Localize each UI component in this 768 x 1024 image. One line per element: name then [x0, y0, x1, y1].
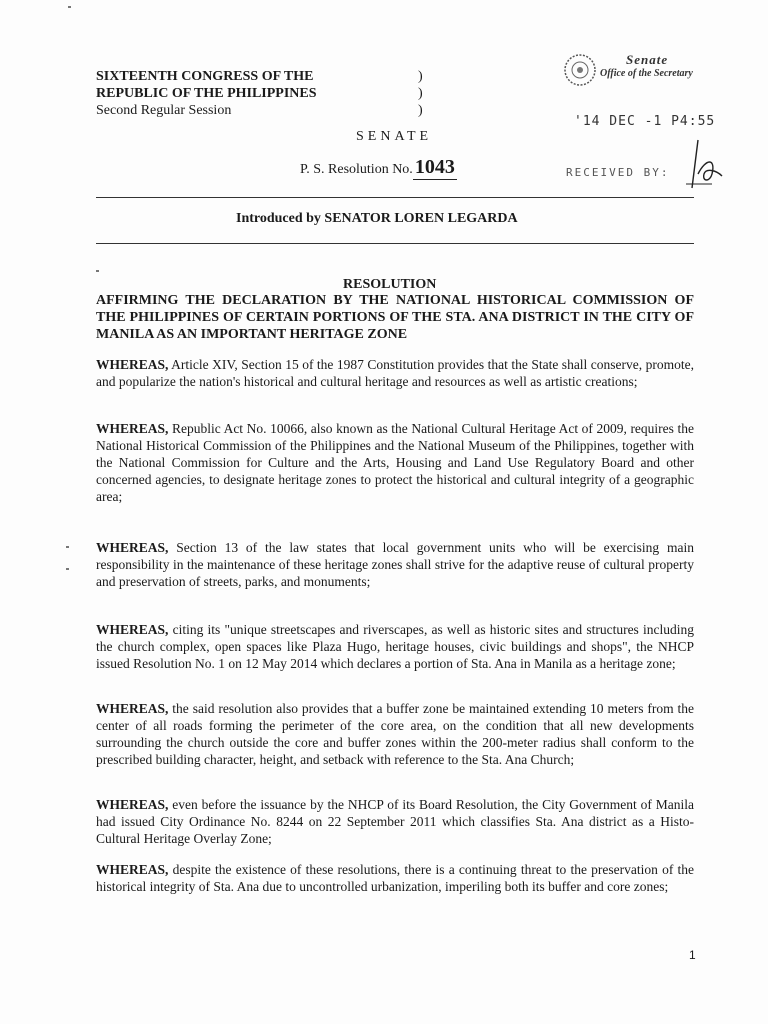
- introduced-by: Introduced by SENATOR LOREN LEGARDA: [236, 211, 518, 226]
- stamp-received-by: RECEIVED BY:: [566, 166, 670, 179]
- whereas-clause: [96, 539, 694, 590]
- whereas-keyword: WHEREAS,: [96, 622, 169, 637]
- stamp-date: '14 DEC -1 P4:55: [574, 114, 716, 129]
- divider-bottom: [96, 243, 694, 244]
- received-stamp: [560, 52, 730, 192]
- whereas-keyword: WHEREAS,: [96, 797, 169, 812]
- whereas-keyword: WHEREAS,: [96, 862, 169, 877]
- resolution-label: P. S. Resolution No.: [300, 162, 413, 177]
- whereas-text: even before the issuance by the NHCP of its Board Resolution, the City Government of Manila had issued City Ordinance No. 8244 on 22 September 2011 which classifies Sta. Ana district as a Histo-Cultural Heritage Overlay Zone;: [96, 797, 694, 846]
- whereas-text: Section 13 of the law states that local government units who will be exercising main responsibility in the maintenance of these heritage zones shall strive for the adaptive reuse of cultural property and preservation of streets, parks, and monuments;: [96, 540, 694, 589]
- whereas-clause: [96, 796, 694, 847]
- whereas-keyword: WHEREAS,: [96, 421, 169, 436]
- whereas-keyword: WHEREAS,: [96, 701, 169, 716]
- whereas-clause: [96, 420, 694, 505]
- resolution-heading: AFFIRMING THE DECLARATION BY THE NATIONAL HISTORICAL COMMISSION OF THE PHILIPPINES OF CERTAIN PORTIONS OF THE STA. ANA DISTRICT IN THE CITY OF MANILA AS AN IMPORTANT HERITAGE ZONE: [96, 293, 694, 342]
- scan-speck: [66, 546, 69, 548]
- whereas-clause: [96, 700, 694, 768]
- senate-title: SENATE: [356, 129, 433, 144]
- paren: ): [418, 103, 423, 118]
- congress-block: [96, 68, 317, 119]
- session-line: Second Regular Session: [96, 103, 232, 118]
- stamp-senate: Senate: [626, 52, 669, 67]
- scan-speck: [68, 6, 71, 8]
- paren: ): [418, 86, 423, 101]
- handwritten-initials: [682, 134, 726, 192]
- resolution-number: 1043: [414, 156, 455, 178]
- whereas-text: Republic Act No. 10066, also known as the National Cultural Heritage Act of 2009, requires the National Historical Commission of the Philippines and the National Museum of the Philippines, together with the National Commission for Culture and the Arts, Housing and Land Use Regulatory Board and other concerned agencies, to designate heritage zones to protect the historical and cultural integrity of a geographic area;: [96, 421, 694, 504]
- resolution-title: RESOLUTION: [343, 277, 437, 292]
- bracket-column: [418, 68, 423, 119]
- whereas-text: Article XIV, Section 15 of the 1987 Constitution provides that the State shall conserve, promote, and popularize the nation's historical and cultural heritage and resources as well as artistic creations;: [96, 357, 694, 389]
- whereas-clause: [96, 356, 694, 390]
- whereas-text: despite the existence of these resolutions, there is a continuing threat to the preservation of the historical integrity of Sta. Ana due to uncontrolled urbanization, imperiling both its buffer and core zones;: [96, 862, 694, 894]
- congress-line-1: SIXTEENTH CONGRESS OF THE: [96, 69, 314, 84]
- scan-speck: [66, 568, 69, 570]
- page-number: 1: [689, 948, 696, 962]
- whereas-keyword: WHEREAS,: [96, 540, 169, 555]
- whereas-text: the said resolution also provides that a buffer zone be maintained extending 10 meters from the center of all roads forming the perimeter of the core area, on the condition that all new developments surrounding the church outside the core and buffer zones within the 200-meter radius shall conform to the prescribed building character, height, and setback with reference to the Sta. Ana Church;: [96, 701, 694, 767]
- resolution-number-line: [300, 156, 457, 179]
- stamp-office: Office of the Secretary: [600, 68, 693, 79]
- senate-seal-icon: [560, 52, 600, 88]
- whereas-clause: [96, 621, 694, 672]
- congress-line-2: REPUBLIC OF THE PHILIPPINES: [96, 86, 317, 101]
- whereas-keyword: WHEREAS,: [96, 357, 169, 372]
- whereas-clause: [96, 861, 694, 895]
- scan-speck: [96, 270, 99, 272]
- divider-top: [96, 197, 694, 198]
- whereas-text: citing its "unique streetscapes and riverscapes, as well as historic sites and structures including the church complex, open spaces like Plaza Hugo, heritage houses, civic buildings and shops", the NHCP issued Resolution No. 1 on 12 May 2014 which declares a portion of Sta. Ana in Manila as a heritage zone;: [96, 622, 694, 671]
- paren: ): [418, 69, 423, 84]
